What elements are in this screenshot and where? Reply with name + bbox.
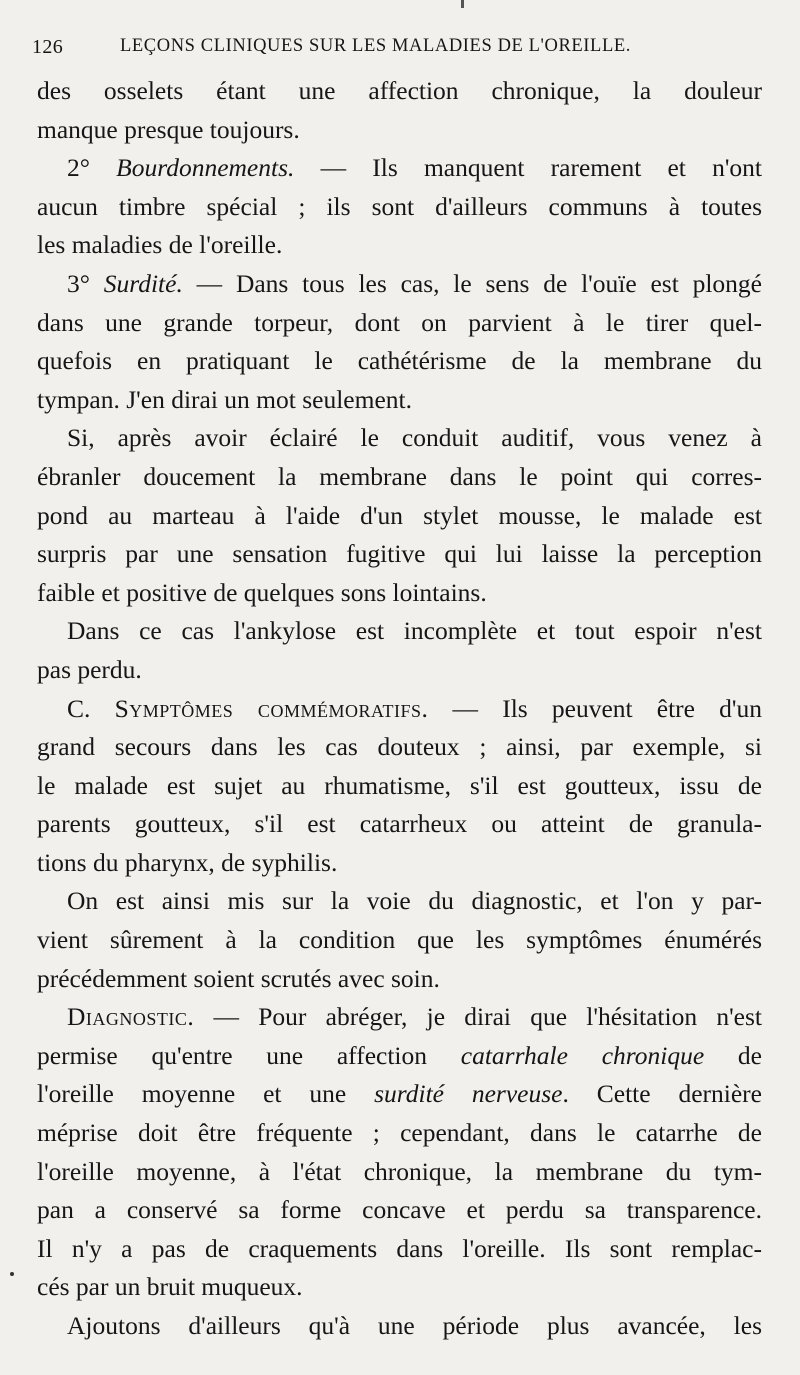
text-line [37, 1268, 762, 1307]
text-run: . Cette dernière [562, 1079, 762, 1109]
text-run: 2° [67, 153, 117, 183]
text-line [37, 497, 762, 536]
text-run: grand secours dans les cas douteux ; ainsi, par exemple, si [37, 732, 762, 762]
text-run: manque presque toujours. [37, 114, 300, 144]
text-line [37, 1114, 762, 1153]
italic-text: surdité nerveuse [374, 1079, 563, 1109]
text-line [37, 1075, 762, 1114]
text-run: l'oreille moyenne et une [37, 1079, 375, 1109]
italic-text: Bourdonnements. [116, 153, 295, 183]
text-run: dans une grande torpeur, dont on parvient à le tirer quel- [37, 307, 762, 337]
text-line [37, 921, 762, 960]
text-line [37, 1153, 762, 1192]
small-caps-heading: Symptômes commémoratifs. [114, 693, 429, 723]
italic-text: Surdité. [103, 268, 183, 298]
text-line [37, 574, 762, 613]
text-run: ébranler doucement la membrane dans le point qui corres- [37, 461, 762, 491]
text-run: faible et positive de quelques sons lointains. [37, 577, 487, 607]
text-run: Ajoutons d'ailleurs qu'à une période plus avancée, les [67, 1311, 762, 1340]
text-line [37, 111, 762, 150]
running-title: LEÇONS CLINIQUES SUR LES MALADIES DE L'OREILLE. [120, 36, 631, 56]
text-line [37, 1230, 762, 1269]
text-line [37, 960, 762, 999]
text-run: pond au marteau à l'aide d'un stylet mousse, le malade est [37, 500, 762, 530]
text-run: aucun timbre spécial ; ils sont d'ailleurs communs à toutes [37, 191, 762, 221]
text-line [37, 265, 762, 304]
text-line [37, 226, 762, 265]
text-run: pan a conservé sa forme concave et perdu sa transparence. [37, 1195, 762, 1225]
text-line [37, 458, 762, 497]
text-line [37, 1307, 762, 1346]
text-line [37, 188, 762, 227]
text-run: tympan. J'en dirai un mot seulement. [37, 384, 412, 414]
text-line [37, 149, 762, 188]
text-run: de [704, 1040, 762, 1070]
print-speck [461, 0, 464, 8]
text-run: les maladies de l'oreille. [37, 230, 283, 260]
text-line [37, 882, 762, 921]
text-line [37, 381, 762, 420]
text-run: l'oreille moyenne, à l'état chronique, la membrane du tym- [37, 1156, 762, 1186]
body-text [37, 72, 762, 1346]
text-run: le malade est sujet au rhumatisme, s'il est goutteux, issu de [37, 770, 762, 800]
text-run: pas perdu. [37, 654, 142, 684]
text-run: Il n'y a pas de craquements dans l'oreille. Ils sont remplac- [37, 1233, 762, 1263]
text-run: cés par un bruit muqueux. [37, 1272, 303, 1302]
text-line [37, 612, 762, 651]
text-line [37, 1037, 762, 1076]
text-run: — Ils manquent rarement et n'ont [294, 153, 762, 183]
text-run: — Dans tous les cas, le sens de l'ouïe est plongé [182, 268, 762, 298]
text-run: quefois en pratiquant le cathétérisme de la membrane du [37, 346, 762, 376]
text-run: permise qu'entre une affection [37, 1040, 461, 1070]
text-line [37, 998, 762, 1037]
text-run: parents goutteux, s'il est catarrheux ou atteint de granula- [37, 809, 762, 839]
text-line [37, 805, 762, 844]
text-run: 3° [67, 268, 104, 298]
text-run: tions du pharynx, de syphilis. [37, 847, 338, 877]
text-line [37, 535, 762, 574]
text-line [37, 304, 762, 343]
text-line [37, 72, 762, 111]
small-caps-heading: Diagnostic. [67, 1002, 195, 1032]
text-line [37, 844, 762, 883]
text-run: méprise doit être fréquente ; cependant, dans le catarrhe de [37, 1118, 762, 1148]
text-run: Dans ce cas l'ankylose est incomplète et tout espoir n'est [67, 616, 762, 646]
text-run: On est ainsi mis sur la voie du diagnostic, et l'on y par- [67, 886, 762, 916]
text-run: Si, après avoir éclairé le conduit auditif, vous venez à [67, 423, 762, 453]
text-run: — Ils peuvent être d'un [428, 693, 762, 723]
page-number: 126 [32, 36, 64, 58]
text-run: précédemment soient scrutés avec soin. [37, 963, 440, 993]
text-line [37, 419, 762, 458]
running-head [32, 32, 762, 66]
text-line [37, 728, 762, 767]
text-run: des osselets étant une affection chronique, la douleur [37, 76, 762, 105]
print-speck [10, 1272, 14, 1276]
text-line [37, 690, 762, 729]
text-run: — Pour abréger, je dirai que l'hésitation n'est [194, 1002, 762, 1032]
text-line [37, 651, 762, 690]
italic-text: catarrhale chronique [460, 1040, 705, 1070]
text-line [37, 1191, 762, 1230]
text-run: C. [67, 693, 115, 723]
text-line [37, 767, 762, 806]
text-line [37, 342, 762, 381]
text-run: surpris par une sensation fugitive qui lui laisse la perception [37, 539, 762, 569]
text-run: vient sûrement à la condition que les symptômes énumérés [37, 925, 762, 955]
